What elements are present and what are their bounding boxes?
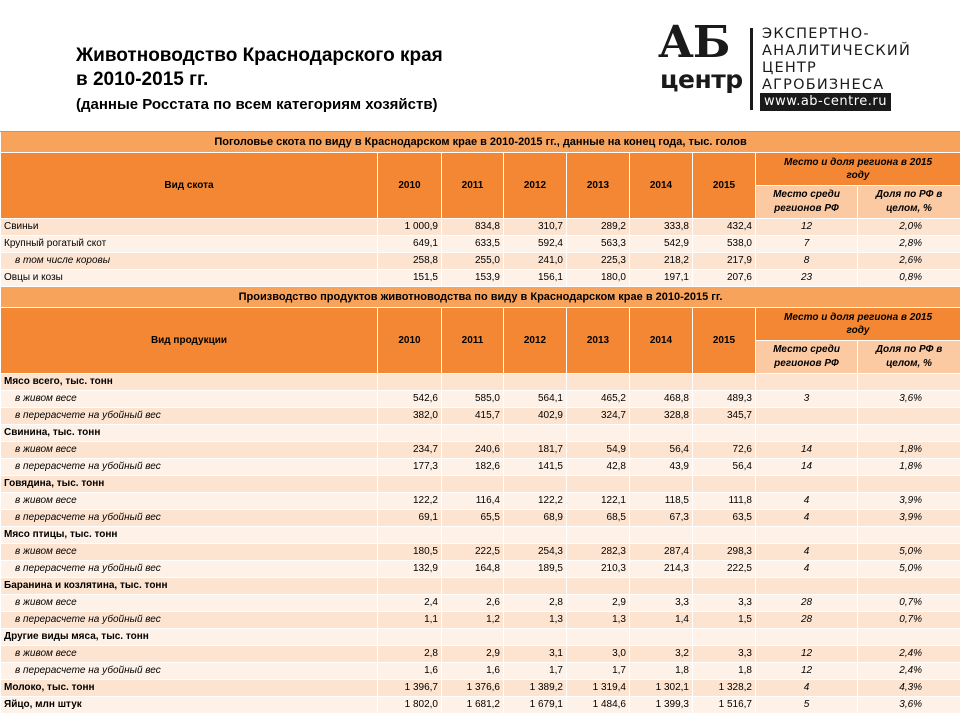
table-row	[1, 646, 960, 663]
cell-value: 649,1	[378, 236, 442, 253]
cell-value: 210,3	[567, 561, 630, 578]
cell-share: 4,3%	[858, 680, 960, 697]
cell-rank	[756, 408, 858, 425]
cell-value: 489,3	[693, 391, 756, 408]
cell-value: 3,1	[504, 646, 567, 663]
cell-value: 122,2	[504, 493, 567, 510]
cell-value: 1 302,1	[630, 680, 693, 697]
cell-value: 180,0	[567, 270, 630, 287]
cell-value: 69,1	[378, 510, 442, 527]
row-label: в живом весе	[1, 595, 378, 612]
cell-value	[504, 527, 567, 544]
cell-rank: 4	[756, 561, 858, 578]
cell-value: 181,7	[504, 442, 567, 459]
row-label: в перерасчете на убойный вес	[1, 459, 378, 476]
cell-value	[378, 578, 442, 595]
cell-value: 633,5	[442, 236, 504, 253]
cell-value: 2,9	[442, 646, 504, 663]
cell-value	[504, 476, 567, 493]
table-row	[1, 697, 960, 714]
cell-share	[858, 476, 960, 493]
cell-value: 153,9	[442, 270, 504, 287]
cell-value: 1 802,0	[378, 697, 442, 714]
cell-value: 3,3	[693, 595, 756, 612]
table-row	[1, 442, 960, 459]
cell-value: 542,9	[630, 236, 693, 253]
cell-share: 3,9%	[858, 493, 960, 510]
table-row	[1, 663, 960, 680]
row-label: в живом весе	[1, 442, 378, 459]
cell-value	[442, 374, 504, 391]
cell-value	[378, 374, 442, 391]
logo-text-line: АГРОБИЗНЕСА	[762, 77, 885, 93]
cell-value	[504, 629, 567, 646]
cell-share	[858, 629, 960, 646]
cell-value	[378, 425, 442, 442]
cell-value: 240,6	[442, 442, 504, 459]
cell-value: 65,5	[442, 510, 504, 527]
cell-share: 2,4%	[858, 646, 960, 663]
cell-share: 1,8%	[858, 442, 960, 459]
cell-share: 5,0%	[858, 544, 960, 561]
column-header-name: Вид скота	[1, 153, 378, 219]
cell-value: 564,1	[504, 391, 567, 408]
cell-rank: 3	[756, 391, 858, 408]
cell-value: 289,2	[567, 219, 630, 236]
cell-value: 241,0	[504, 253, 567, 270]
cell-value: 42,8	[567, 459, 630, 476]
page-title: Животноводство Краснодарского края	[76, 45, 443, 66]
cell-value: 258,8	[378, 253, 442, 270]
cell-rank: 28	[756, 595, 858, 612]
cell-value	[442, 425, 504, 442]
column-header-year: 2013	[567, 153, 630, 219]
logo-mark-centre: центр	[660, 65, 743, 94]
cell-value: 218,2	[630, 253, 693, 270]
cell-value: 164,8	[442, 561, 504, 578]
cell-value: 563,3	[567, 236, 630, 253]
section1-title: Поголовье скота по виду в Краснодарском крае в 2010-2015 гг., данные на конец года, тыс. голов	[1, 132, 960, 153]
cell-value: 1,6	[378, 663, 442, 680]
cell-value: 217,9	[693, 253, 756, 270]
cell-rank: 4	[756, 510, 858, 527]
cell-value	[693, 629, 756, 646]
row-label: Мясо птицы, тыс. тонн	[1, 527, 378, 544]
cell-value: 1,2	[442, 612, 504, 629]
cell-value: 54,9	[567, 442, 630, 459]
cell-value	[630, 425, 693, 442]
column-header-year: 2012	[504, 308, 567, 374]
cell-share	[858, 374, 960, 391]
column-header-rank: Место среди регионов РФ	[756, 341, 858, 374]
cell-value: 118,5	[630, 493, 693, 510]
table-row	[1, 253, 960, 270]
cell-value: 72,6	[693, 442, 756, 459]
cell-value: 3,3	[693, 646, 756, 663]
cell-value: 1,4	[630, 612, 693, 629]
cell-value: 1,5	[693, 612, 756, 629]
cell-value: 67,3	[630, 510, 693, 527]
cell-value	[630, 476, 693, 493]
cell-value	[567, 374, 630, 391]
cell-rank: 14	[756, 442, 858, 459]
page-title-period: в 2010-2015 гг.	[76, 69, 209, 90]
cell-value: 538,0	[693, 236, 756, 253]
row-label: в живом весе	[1, 493, 378, 510]
page-subtitle: (данные Росстата по всем категориям хозяйств)	[76, 96, 438, 113]
column-header-share: Доля по РФ в целом, %	[858, 186, 960, 219]
cell-value: 214,3	[630, 561, 693, 578]
column-header-rank: Место среди регионов РФ	[756, 186, 858, 219]
row-label: в перерасчете на убойный вес	[1, 408, 378, 425]
cell-value: 1,7	[504, 663, 567, 680]
cell-value	[504, 578, 567, 595]
table-row	[1, 629, 960, 646]
row-label: в живом весе	[1, 544, 378, 561]
cell-share: 1,8%	[858, 459, 960, 476]
cell-value	[378, 476, 442, 493]
cell-value: 207,6	[693, 270, 756, 287]
row-label: в том числе коровы	[1, 253, 378, 270]
cell-rank: 5	[756, 697, 858, 714]
cell-share: 2,0%	[858, 219, 960, 236]
row-label: в перерасчете на убойный вес	[1, 663, 378, 680]
ab-centre-logo	[658, 17, 920, 112]
cell-rank: 14	[756, 459, 858, 476]
cell-share: 2,6%	[858, 253, 960, 270]
cell-rank: 12	[756, 219, 858, 236]
cell-rank: 23	[756, 270, 858, 287]
table-row	[1, 236, 960, 253]
logo-text	[762, 26, 911, 94]
cell-value	[442, 578, 504, 595]
cell-value: 1 399,3	[630, 697, 693, 714]
cell-value: 585,0	[442, 391, 504, 408]
cell-rank	[756, 629, 858, 646]
cell-value: 56,4	[693, 459, 756, 476]
cell-value: 1,3	[567, 612, 630, 629]
cell-value: 1,3	[504, 612, 567, 629]
cell-value: 222,5	[693, 561, 756, 578]
cell-value: 116,4	[442, 493, 504, 510]
cell-value: 177,3	[378, 459, 442, 476]
cell-rank	[756, 425, 858, 442]
logo-text-line: АНАЛИТИЧЕСКИЙ	[762, 43, 912, 59]
column-header-year: 2011	[442, 153, 504, 219]
cell-value: 465,2	[567, 391, 630, 408]
cell-share	[858, 408, 960, 425]
cell-value	[693, 578, 756, 595]
cell-value: 282,3	[567, 544, 630, 561]
cell-value: 542,6	[378, 391, 442, 408]
row-label: Другие виды мяса, тыс. тонн	[1, 629, 378, 646]
cell-value: 180,5	[378, 544, 442, 561]
table-row	[1, 219, 960, 236]
table-row	[1, 459, 960, 476]
table-row	[1, 493, 960, 510]
cell-share: 0,7%	[858, 595, 960, 612]
column-header-year: 2015	[693, 308, 756, 374]
table-row	[1, 561, 960, 578]
cell-value	[630, 629, 693, 646]
table-row	[1, 476, 960, 493]
cell-value: 1 389,2	[504, 680, 567, 697]
cell-value	[630, 527, 693, 544]
livestock-table	[0, 131, 960, 714]
cell-value: 345,7	[693, 408, 756, 425]
cell-value: 182,6	[442, 459, 504, 476]
cell-value: 287,4	[630, 544, 693, 561]
row-label: в живом весе	[1, 391, 378, 408]
cell-value: 1 319,4	[567, 680, 630, 697]
row-label: Свинина, тыс. тонн	[1, 425, 378, 442]
cell-rank: 12	[756, 663, 858, 680]
cell-value: 1,7	[567, 663, 630, 680]
cell-value: 1 328,2	[693, 680, 756, 697]
row-label: в перерасчете на убойный вес	[1, 510, 378, 527]
column-header-year: 2013	[567, 308, 630, 374]
cell-rank: 7	[756, 236, 858, 253]
cell-value: 1 679,1	[504, 697, 567, 714]
cell-value: 68,5	[567, 510, 630, 527]
section2-header-row	[1, 308, 960, 341]
cell-value: 432,4	[693, 219, 756, 236]
cell-rank: 28	[756, 612, 858, 629]
cell-value	[504, 374, 567, 391]
cell-value: 402,9	[504, 408, 567, 425]
cell-value: 3,3	[630, 595, 693, 612]
table-row	[1, 612, 960, 629]
cell-rank	[756, 476, 858, 493]
cell-value: 1 516,7	[693, 697, 756, 714]
cell-value	[504, 425, 567, 442]
cell-value: 310,7	[504, 219, 567, 236]
cell-value	[567, 527, 630, 544]
cell-value: 189,5	[504, 561, 567, 578]
cell-value	[693, 476, 756, 493]
cell-value: 3,0	[567, 646, 630, 663]
table-row	[1, 391, 960, 408]
cell-value: 2,9	[567, 595, 630, 612]
cell-value	[693, 425, 756, 442]
row-label: Говядина, тыс. тонн	[1, 476, 378, 493]
cell-value	[378, 527, 442, 544]
cell-value: 234,7	[378, 442, 442, 459]
cell-value	[442, 527, 504, 544]
cell-value: 2,8	[504, 595, 567, 612]
row-label: Овцы и козы	[1, 270, 378, 287]
table-row	[1, 578, 960, 595]
column-header-year: 2014	[630, 153, 693, 219]
cell-value: 156,1	[504, 270, 567, 287]
table-row	[1, 544, 960, 561]
row-label: Мясо всего, тыс. тонн	[1, 374, 378, 391]
cell-value: 382,0	[378, 408, 442, 425]
cell-value: 415,7	[442, 408, 504, 425]
cell-value	[442, 476, 504, 493]
column-header-year: 2014	[630, 308, 693, 374]
logo-url: www.ab-centre.ru	[760, 93, 891, 111]
cell-value: 68,9	[504, 510, 567, 527]
cell-value: 197,1	[630, 270, 693, 287]
column-header-year: 2012	[504, 153, 567, 219]
cell-value: 1 484,6	[567, 697, 630, 714]
row-label: в живом весе	[1, 646, 378, 663]
cell-value	[567, 425, 630, 442]
cell-share	[858, 527, 960, 544]
cell-value: 2,6	[442, 595, 504, 612]
cell-value	[567, 476, 630, 493]
cell-value	[693, 527, 756, 544]
cell-rank: 4	[756, 493, 858, 510]
logo-text-line: ЦЕНТР	[762, 60, 817, 76]
cell-value: 225,3	[567, 253, 630, 270]
cell-value: 1,8	[630, 663, 693, 680]
cell-value: 324,7	[567, 408, 630, 425]
cell-value: 254,3	[504, 544, 567, 561]
cell-value	[630, 374, 693, 391]
cell-rank	[756, 578, 858, 595]
cell-value: 592,4	[504, 236, 567, 253]
cell-value: 328,8	[630, 408, 693, 425]
table-row	[1, 408, 960, 425]
row-label: в перерасчете на убойный вес	[1, 561, 378, 578]
cell-value	[567, 629, 630, 646]
cell-rank: 8	[756, 253, 858, 270]
cell-value	[630, 578, 693, 595]
row-label: в перерасчете на убойный вес	[1, 612, 378, 629]
column-header-year: 2015	[693, 153, 756, 219]
cell-value	[378, 629, 442, 646]
column-header-year: 2010	[378, 308, 442, 374]
cell-value: 1 396,7	[378, 680, 442, 697]
cell-value: 222,5	[442, 544, 504, 561]
cell-value: 63,5	[693, 510, 756, 527]
cell-value	[693, 374, 756, 391]
column-header-name: Вид продукции	[1, 308, 378, 374]
cell-value: 56,4	[630, 442, 693, 459]
table-row	[1, 374, 960, 391]
column-header-year: 2011	[442, 308, 504, 374]
cell-value: 834,8	[442, 219, 504, 236]
row-label: Яйцо, млн штук	[1, 697, 378, 714]
cell-value: 1 681,2	[442, 697, 504, 714]
cell-share: 2,8%	[858, 236, 960, 253]
cell-share	[858, 425, 960, 442]
logo-text-line: ЭКСПЕРТНО-	[762, 26, 870, 42]
cell-share: 3,6%	[858, 391, 960, 408]
row-label: Крупный рогатый скот	[1, 236, 378, 253]
cell-value: 1 000,9	[378, 219, 442, 236]
section2-title-row	[1, 287, 960, 308]
column-header-year: 2010	[378, 153, 442, 219]
cell-share: 0,7%	[858, 612, 960, 629]
section1-header-row	[1, 153, 960, 186]
table-row	[1, 270, 960, 287]
cell-value: 132,9	[378, 561, 442, 578]
cell-rank	[756, 374, 858, 391]
cell-share: 3,6%	[858, 697, 960, 714]
column-header-place-share: Место и доля региона в 2015 году	[756, 153, 960, 186]
logo-mark-ab: АБ	[658, 17, 730, 68]
cell-value: 468,8	[630, 391, 693, 408]
cell-value	[567, 578, 630, 595]
cell-value: 122,2	[378, 493, 442, 510]
cell-value: 3,2	[630, 646, 693, 663]
cell-share: 5,0%	[858, 561, 960, 578]
section2-title: Производство продуктов животноводства по виду в Краснодарском крае в 2010-2015 гг.	[1, 287, 960, 308]
cell-share	[858, 578, 960, 595]
cell-value: 1,8	[693, 663, 756, 680]
row-label: Баранина и козлятина, тыс. тонн	[1, 578, 378, 595]
cell-value	[442, 629, 504, 646]
cell-share: 0,8%	[858, 270, 960, 287]
cell-value: 1,1	[378, 612, 442, 629]
cell-value: 1 376,6	[442, 680, 504, 697]
column-header-place-share: Место и доля региона в 2015 году	[756, 308, 960, 341]
table-row	[1, 595, 960, 612]
title-block	[76, 44, 443, 115]
cell-value: 151,5	[378, 270, 442, 287]
row-label: Молоко, тыс. тонн	[1, 680, 378, 697]
table-row	[1, 425, 960, 442]
cell-rank: 4	[756, 544, 858, 561]
cell-value: 43,9	[630, 459, 693, 476]
cell-share: 2,4%	[858, 663, 960, 680]
cell-value: 2,4	[378, 595, 442, 612]
cell-value: 2,8	[378, 646, 442, 663]
table-row	[1, 510, 960, 527]
row-label: Свиньи	[1, 219, 378, 236]
cell-value: 1,6	[442, 663, 504, 680]
cell-rank	[756, 527, 858, 544]
cell-value: 111,8	[693, 493, 756, 510]
section1-title-row	[1, 132, 960, 153]
table-row	[1, 680, 960, 697]
cell-value: 122,1	[567, 493, 630, 510]
cell-value: 333,8	[630, 219, 693, 236]
cell-value: 298,3	[693, 544, 756, 561]
logo-divider	[750, 28, 753, 110]
cell-share: 3,9%	[858, 510, 960, 527]
cell-value: 141,5	[504, 459, 567, 476]
cell-value: 255,0	[442, 253, 504, 270]
cell-rank: 12	[756, 646, 858, 663]
column-header-share: Доля по РФ в целом, %	[858, 341, 960, 374]
cell-rank: 4	[756, 680, 858, 697]
table-row	[1, 527, 960, 544]
